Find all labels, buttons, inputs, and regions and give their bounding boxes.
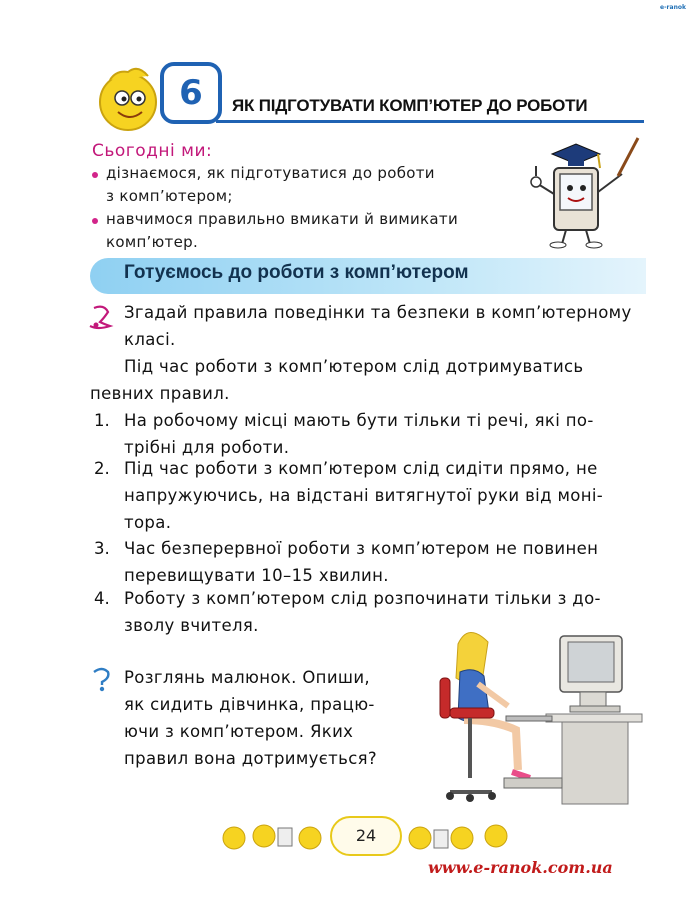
question-text: [124, 664, 377, 772]
question-line: ючи з комп’ютером. Яких: [124, 722, 354, 741]
chapter-title: ЯК ПІДГОТУВАТИ КОМП’ЮТЕР ДО РОБОТИ: [232, 96, 588, 115]
goal-bullet-icon: [92, 172, 98, 178]
rule-item: [124, 535, 598, 589]
page-number: 24: [330, 816, 402, 856]
goal-bullet-icon: [92, 218, 98, 224]
footer-mascots-left-icon: [218, 818, 330, 854]
question-line: як сидить дівчинка, працю-: [124, 695, 375, 714]
rule-line: Під час роботи з комп’ютером слід сидіти прямо, не: [124, 459, 598, 478]
goal-line: дізнаємося, як підготуватися до роботи: [106, 164, 435, 182]
section-title: Готуємось до роботи з комп’ютером: [124, 262, 469, 283]
remember-task-text: [124, 299, 632, 353]
rule-number: 1.: [94, 411, 110, 430]
rule-line: напружуючись, на відстані витягнутої руки від моні-: [124, 486, 604, 505]
text-line: класі.: [124, 330, 176, 349]
brand-logo: e-ranok: [660, 4, 686, 11]
chapter-underline: [216, 120, 644, 123]
rule-line: зволу вчителя.: [124, 616, 259, 635]
goal-line: з комп’ютером;: [106, 187, 233, 205]
remember-task-icon: [88, 304, 114, 330]
intro-paragraph-line: Під час роботи з комп’ютером слід дотримуватись: [124, 357, 584, 376]
rule-line: Роботу з комп’ютером слід розпочинати тільки з до-: [124, 589, 601, 608]
rule-number: 2.: [94, 459, 110, 478]
rule-line: тора.: [124, 513, 172, 532]
computer-teacher-mascot-icon: [512, 132, 642, 250]
rule-line: На робочому місці мають бути тільки ті речі, які по-: [124, 411, 594, 430]
today-heading: Сьогодні ми:: [92, 141, 213, 161]
rule-line: перевищувати 10–15 хвилин.: [124, 566, 389, 585]
goal-item: [106, 208, 458, 254]
question-task-icon: [88, 666, 114, 692]
goal-line: навчимося правильно вмикати й вимикати: [106, 210, 458, 228]
rule-number: 4.: [94, 589, 110, 608]
rule-item: [124, 455, 603, 536]
question-line: Розглянь малюнок. Опиши,: [124, 668, 371, 687]
girl-at-computer-illustration: [420, 622, 646, 816]
rule-item: [124, 407, 594, 461]
rule-line: Час безперервної роботи з комп’ютером не повинен: [124, 539, 599, 558]
intro-paragraph-line: певних правил.: [90, 384, 230, 403]
website-link[interactable]: www.e-ranok.com.ua: [428, 858, 613, 877]
rule-line: трібні для роботи.: [124, 438, 290, 457]
goal-item: [106, 162, 435, 208]
chapter-number: 6: [160, 62, 222, 124]
goal-line: комп’ютер.: [106, 233, 199, 251]
smiley-mascot-icon: [94, 64, 164, 134]
text-line: Згадай правила поведінки та безпеки в комп’ютерному: [124, 303, 632, 322]
rule-number: 3.: [94, 539, 110, 558]
footer-mascots-right-icon: [404, 818, 516, 854]
question-line: правил вона дотримується?: [124, 749, 377, 768]
